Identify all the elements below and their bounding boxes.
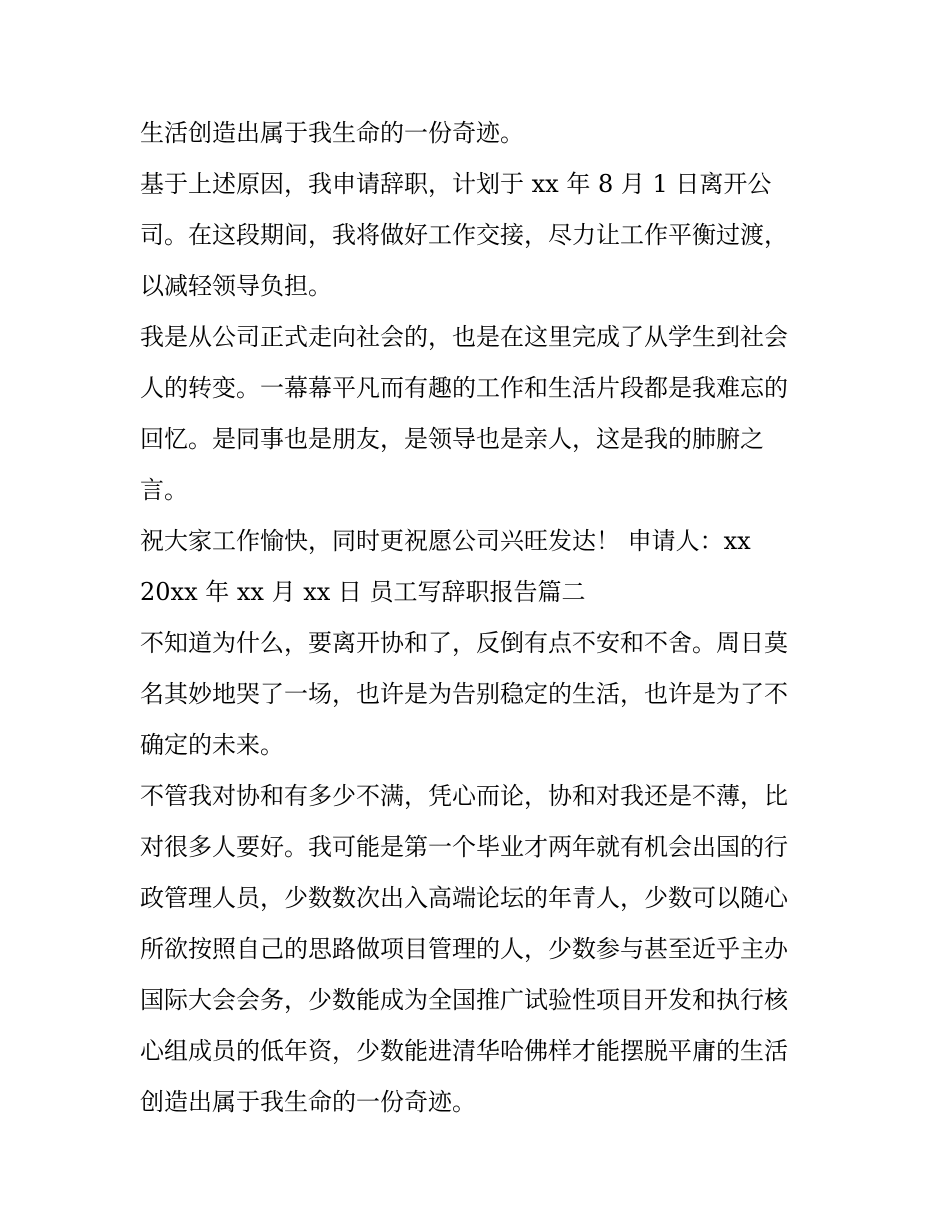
- text-line: 名其妙地哭了一场，也许是为告别稳定的生活，也许是为了不: [140, 680, 788, 708]
- text-line: 20xx 年 xx 月 xx 日 员工写辞职报告篇二: [140, 578, 586, 606]
- text-line: 不知道为什么，要离开协和了，反倒有点不安和不舍。周日莫: [140, 629, 788, 657]
- text-line: 国际大会会务，少数能成为全国推广试验性项目开发和执行核: [140, 986, 788, 1014]
- text-line: 确定的未来。: [140, 731, 284, 759]
- text-line: 祝大家工作愉快，同时更祝愿公司兴旺发达！ 申请人：xx: [140, 527, 751, 555]
- text-line: 以减轻领导负担。: [140, 272, 332, 300]
- text-line: 创造出属于我生命的一份奇迹。: [140, 1088, 476, 1116]
- text-line: 生活创造出属于我生命的一份奇迹。: [140, 119, 524, 147]
- text-line: 所欲按照自己的思路做项目管理的人，少数参与甚至近乎主办: [140, 935, 788, 963]
- text-line: 基于上述原因，我申请辞职，计划于 xx 年 8 月 1 日离开公: [140, 170, 772, 198]
- text-line: 人的转变。一幕幕平凡而有趣的工作和生活片段都是我难忘的: [140, 374, 788, 402]
- text-line: 不管我对协和有多少不满，凭心而论，协和对我还是不薄，比: [140, 782, 788, 810]
- text-line: 言。: [140, 476, 188, 504]
- text-line: 政管理人员，少数数次出入高端论坛的年青人，少数可以随心: [140, 884, 788, 912]
- text-line: 对很多人要好。我可能是第一个毕业才两年就有机会出国的行: [140, 833, 788, 861]
- text-line: 回忆。是同事也是朋友，是领导也是亲人，这是我的肺腑之: [140, 425, 764, 453]
- text-line: 心组成员的低年资，少数能进清华哈佛样才能摆脱平庸的生活: [140, 1037, 788, 1065]
- document-body: [140, 108, 820, 1128]
- text-line: 司。在这段期间，我将做好工作交接，尽力让工作平衡过渡，: [140, 221, 788, 249]
- text-line: 我是从公司正式走向社会的，也是在这里完成了从学生到社会: [140, 323, 788, 351]
